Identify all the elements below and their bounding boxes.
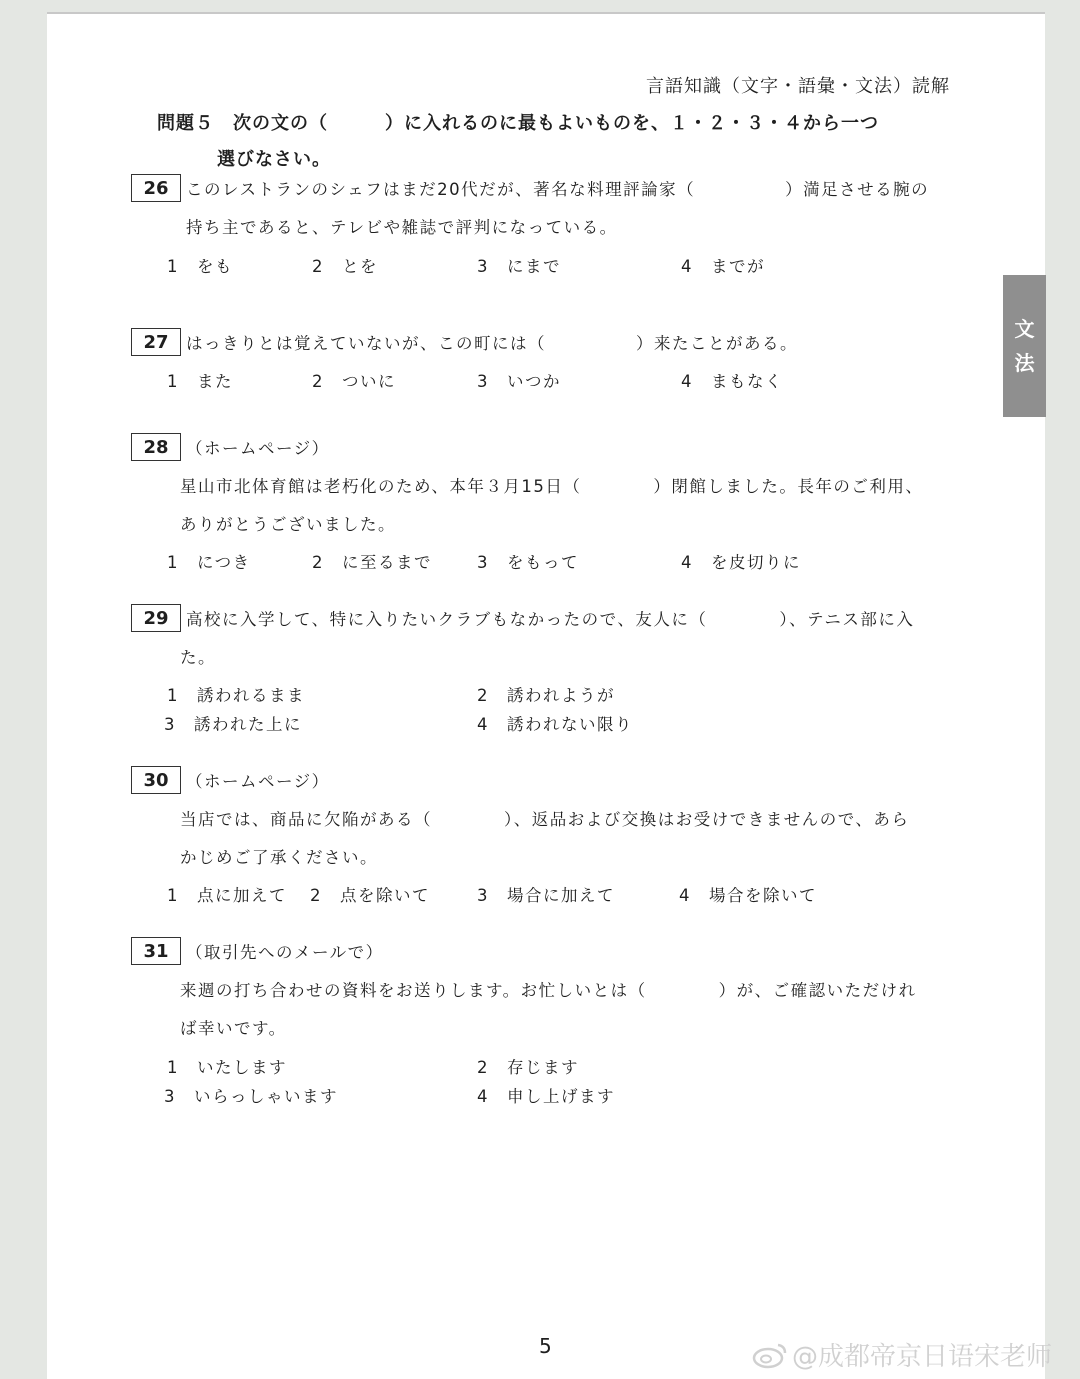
- tab-char: 文: [1014, 317, 1035, 341]
- section-header: 言語知識（文字・語彙・文法）読解: [646, 76, 950, 97]
- question-context: （取引先へのメールで）: [186, 943, 384, 962]
- question-text: 持ち主であると、テレビや雑誌で評判になっている。: [186, 218, 618, 237]
- option-3[interactable]: 3 いらっしゃいます: [164, 1087, 338, 1106]
- question-context: （ホームページ）: [186, 439, 330, 458]
- question-number: 27: [131, 328, 181, 356]
- option-4[interactable]: 4 まもなく: [681, 372, 783, 391]
- option-4[interactable]: 4 誘われない限り: [477, 715, 633, 734]
- option-4[interactable]: 4 を皮切りに: [681, 553, 801, 572]
- question-number: 29: [131, 604, 181, 632]
- page-number: 5: [539, 1334, 552, 1358]
- option-4[interactable]: 4 申し上げます: [477, 1087, 615, 1106]
- option-2[interactable]: 2 とを: [312, 257, 378, 276]
- exam-page: [47, 12, 1045, 1379]
- option-2[interactable]: 2 に至るまで: [312, 553, 432, 572]
- question-text: ば幸いです。: [180, 1019, 287, 1038]
- option-2[interactable]: 2 存じます: [477, 1058, 579, 1077]
- question-text: ありがとうございました。: [180, 515, 396, 534]
- option-4[interactable]: 4 までが: [681, 257, 765, 276]
- option-1[interactable]: 1 いたします: [167, 1058, 287, 1077]
- option-3[interactable]: 3 誘われた上に: [164, 715, 302, 734]
- instruction-line-1: 問題５ 次の文の（ ）に入れるのに最もよいものを、１・２・３・４から一つ: [157, 113, 879, 134]
- option-1[interactable]: 1 点に加えて: [167, 886, 287, 905]
- question-text: 星山市北体育館は老朽化のため、本年３月15日（ ）閉館しました。長年のご利用、: [180, 477, 924, 496]
- instruction-line-2: 選びなさい。: [217, 149, 331, 170]
- option-1[interactable]: 1 また: [167, 372, 233, 391]
- option-3[interactable]: 3 をもって: [477, 553, 579, 572]
- question-text: 高校に入学して、特に入りたいクラブもなかったので、友人に（ ）、テニス部に入: [186, 610, 915, 629]
- option-3[interactable]: 3 いつか: [477, 372, 561, 391]
- option-3[interactable]: 3 にまで: [477, 257, 561, 276]
- question-number: 31: [131, 937, 181, 965]
- question-number: 30: [131, 766, 181, 794]
- question-number: 28: [131, 433, 181, 461]
- grammar-section-tab: [1003, 275, 1046, 417]
- watermark: [752, 1336, 1052, 1373]
- option-3[interactable]: 3 場合に加えて: [477, 886, 615, 905]
- instruction: [157, 106, 879, 178]
- option-4[interactable]: 4 場合を除いて: [679, 886, 817, 905]
- option-1[interactable]: 1 につき: [167, 553, 251, 572]
- option-2[interactable]: 2 誘われようが: [477, 686, 615, 705]
- watermark-text: @成都帝京日语宋老师: [792, 1342, 1053, 1372]
- question-text: た。: [180, 648, 216, 667]
- question-text: はっきりとは覚えていないが、この町には（ ）来たことがある。: [186, 334, 798, 353]
- question-text: このレストランのシェフはまだ20代だが、著名な料理評論家（ ）満足させる腕の: [186, 180, 930, 199]
- option-2[interactable]: 2 点を除いて: [310, 886, 430, 905]
- option-1[interactable]: 1 誘われるまま: [167, 686, 305, 705]
- tab-char: 法: [1014, 351, 1035, 375]
- question-text: 来週の打ち合わせの資料をお送りします。お忙しいとは（ ）が、ご確認いただけれ: [180, 981, 917, 1000]
- question-text: かじめご了承ください。: [180, 848, 378, 867]
- weibo-icon: [752, 1341, 788, 1369]
- option-2[interactable]: 2 ついに: [312, 372, 396, 391]
- option-1[interactable]: 1 をも: [167, 257, 233, 276]
- question-context: （ホームページ）: [186, 772, 330, 791]
- question-text: 当店では、商品に欠陥がある（ ）、返品および交換はお受けできませんので、あら: [180, 810, 910, 829]
- question-number: 26: [131, 174, 181, 202]
